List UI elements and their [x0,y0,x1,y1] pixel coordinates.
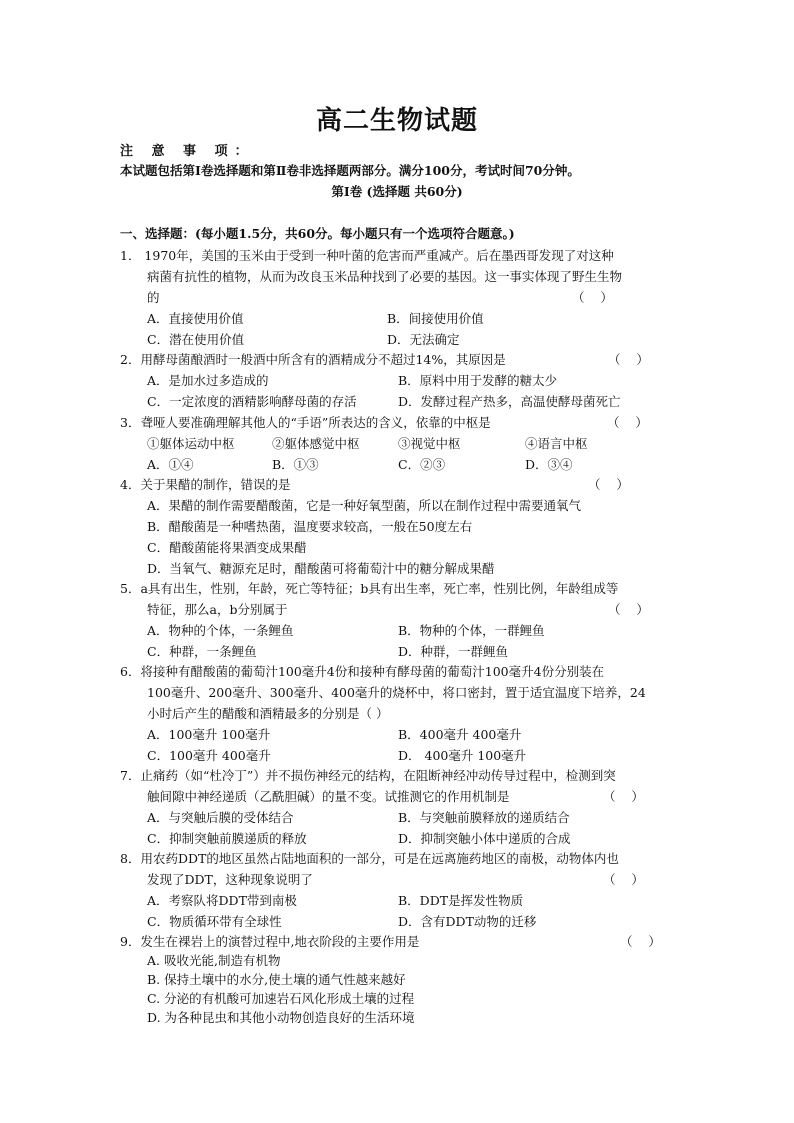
question-7-answer-blank: （ ） [603,789,644,804]
notice-text: 本试题包括第Ⅰ卷选择题和第Ⅱ卷非选择题两部分。满分100分，考试时间70分钟。 [120,163,580,178]
question-4-option-a: A．果醋的制作需要醋酸菌，它是一种好氧型菌，所以在制作过程中需要通氧气 [147,498,582,513]
question-6-line-3: 小时后产生的醋酸和酒精最多的分别是（ ） [147,706,389,721]
question-3-option-a: A．①④ [147,457,194,472]
question-8-option-b: B．DDT是挥发性物质 [398,893,524,908]
question-5-option-b: B．物种的个体，一群鲤鱼 [398,623,545,638]
question-1-line-3: 的 [147,290,160,305]
question-6-line-1: 6．将接种有醋酸菌的葡萄汁100毫升4份和接种有酵母菌的葡萄汁100毫升4份分别装在 [120,664,605,679]
question-9-line-1: 9．发生在裸岩上的演替过程中,地衣阶段的主要作用是 [120,934,420,949]
question-1-option-b: B．间接使用价值 [387,311,484,326]
question-4-line-1: 4．关于果醋的制作，错误的是 [120,477,291,492]
question-3-option-b: B．①③ [272,457,319,472]
question-6-option-c: C．100毫升 400毫升 [147,748,271,763]
question-5-line-2: 特征，那么a，b分别属于 [147,602,288,617]
question-2-option-a: A．是加水过多造成的 [147,373,269,388]
question-7-option-d: D．抑制突触小体中递质的合成 [398,831,571,846]
page-title: 高二生物试题 [315,106,478,136]
section-one-title: 一、选择题：(每小题1.5分，共60分。每小题只有一个选项符合题意。) [120,226,515,241]
question-2-option-c: C．一定浓度的酒精影响酵母菌的存活 [147,394,357,409]
question-6-option-a: A．100毫升 100毫升 [147,727,271,742]
question-6-option-b: B．400毫升 400毫升 [398,727,522,742]
question-9-option-d: D. 为各种昆虫和其他小动物创造良好的生活环境 [147,1010,415,1025]
question-5-option-a: A．物种的个体，一条鲤鱼 [147,623,294,638]
question-5-answer-blank: （ ） [608,602,649,617]
question-8-answer-blank: （ ） [603,872,644,887]
question-5-option-c: C．种群，一条鲤鱼 [147,644,257,659]
question-8-option-d: D．含有DDT动物的迁移 [398,914,537,929]
question-4-option-d: D．当氧气、糖源充足时，醋酸菌可将葡萄汁中的糖分解成果醋 [147,561,495,576]
question-9-option-a: A. 吸收光能,制造有机物 [147,953,281,968]
question-8-option-a: A．考察队将DDT带到南极 [147,893,297,908]
question-7-option-b: B．与突触前膜释放的递质结合 [398,810,570,825]
question-3-option-c: C．②③ [398,457,446,472]
question-7-option-c: C．抑制突触前膜递质的释放 [147,831,307,846]
question-4-option-b: B．醋酸菌是一种嗜热菌，温度要求较高，一般在50度左右 [147,519,473,534]
question-6-option-d: D． 400毫升 100毫升 [398,748,527,763]
question-2-option-b: B．原料中用于发酵的糖太少 [398,373,558,388]
question-2-line-1: 2．用酵母菌酿酒时一般酒中所含有的酒精成分不超过14%，其原因是 [120,352,506,367]
question-3-item-1: ①躯体运动中枢 [147,436,235,451]
question-7-option-a: A．与突触后膜的受体结合 [147,810,294,825]
question-4-answer-blank: （ ） [588,477,629,492]
question-3-item-2: ②躯体感觉中枢 [272,436,360,451]
question-1-option-d: D．无法确定 [387,332,460,347]
question-8-option-c: C．物质循环带有全球性 [147,914,282,929]
question-3-option-d: D．③④ [525,457,573,472]
question-9-option-c: C. 分泌的有机酸可加速岩石风化形成土壤的过程 [147,991,415,1006]
question-3-line-1: 3．聋哑人要准确理解其他人的“手语”所表达的含义，依靠的中枢是 [120,415,491,430]
question-3-item-4: ④语言中枢 [525,436,588,451]
question-4-option-c: C．醋酸菌能将果酒变成果醋 [147,540,307,555]
question-2-answer-blank: （ ） [608,352,649,367]
question-7-line-2: 触间隙中神经递质（乙酰胆碱）的量不变。试推测它的作用机制是 [147,789,510,804]
question-9-answer-blank: （ ） [620,934,661,949]
question-8-line-1: 8．用农药DDT的地区虽然占陆地面积的一部分，可是在远离施药地区的南极，动物体内也 [120,851,619,866]
question-2-option-d: D．发酵过程产热多，高温使酵母菌死亡 [398,394,621,409]
question-1-option-c: C．潜在使用价值 [147,332,245,347]
question-9-option-b: B. 保持土壤中的水分,使土壤的通气性越来越好 [147,972,406,987]
question-7-line-1: 7．止痛药（如“杜冷丁”）并不损伤神经元的结构，在阻断神经冲动传导过程中，检测到突 [120,768,616,783]
part-one-title: 第Ⅰ卷 (选择题 共60分) [331,184,463,199]
question-5-line-1: 5．a具有出生，性别，年龄，死亡等特征；b具有出生率，死亡率，性别比例，年龄组成等 [120,581,619,596]
question-1-line-1: 1． 1970年，美国的玉米由于受到一种叶菌的危害而严重减产。后在墨西哥发现了对这种 [120,248,614,263]
question-8-line-2: 发现了DDT，这种现象说明了 [147,872,313,887]
question-6-line-2: 100毫升、200毫升、300毫升、400毫升的烧杯中，将口密封，置于适宜温度下培养，24 [147,685,646,700]
question-5-option-d: D．种群，一群鲤鱼 [398,644,509,659]
question-3-item-3: ③视觉中枢 [398,436,461,451]
question-3-answer-blank: （ ） [607,415,648,430]
question-1-option-a: A．直接使用价值 [147,311,244,326]
question-1-answer-blank: （ ） [572,290,613,305]
question-1-line-2: 病菌有抗性的植物，从而为改良玉米品种找到了必要的基因。这一事实体现了野生生物 [147,269,623,284]
notice-heading: 注 意 事 项： [120,144,255,159]
